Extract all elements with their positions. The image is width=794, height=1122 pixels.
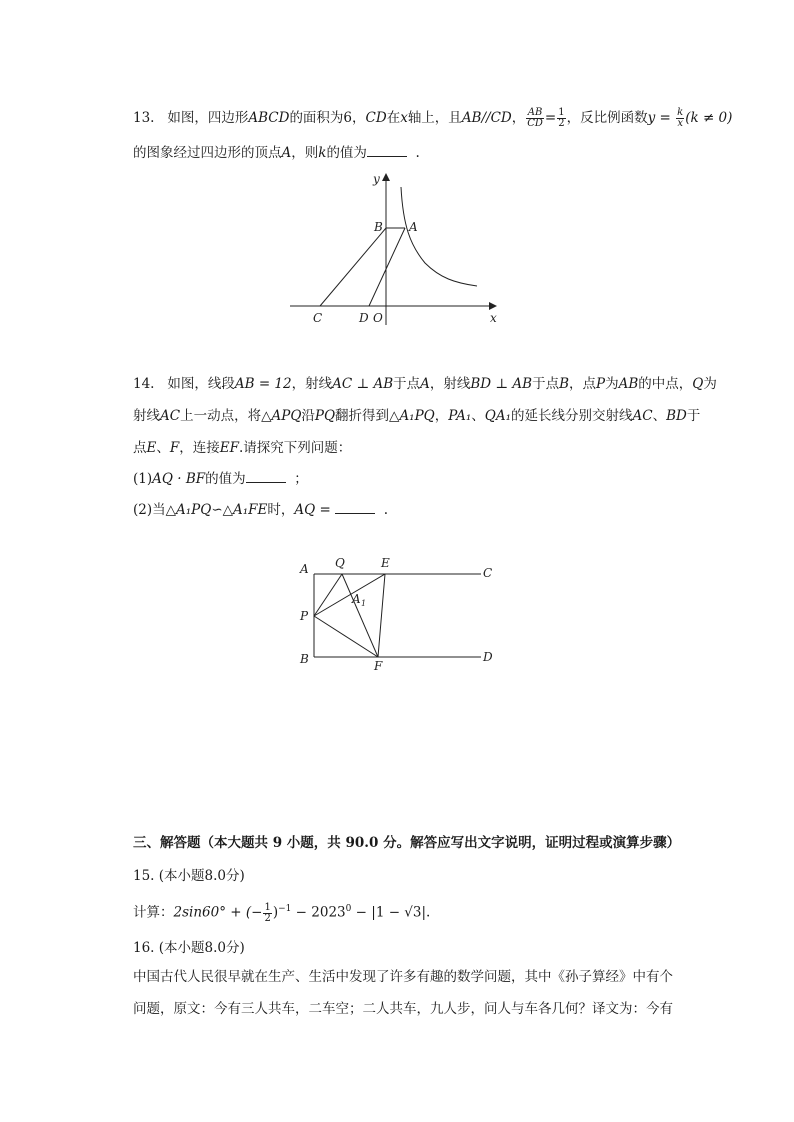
answer-blank [335,501,375,514]
answer-blank [367,144,407,157]
answer-blank [246,470,286,483]
q16-header: 16. (本小题8.0分) [133,940,245,956]
q14-number: 14. [133,376,155,392]
label-b: B [300,652,309,666]
label-y: y [373,172,380,186]
q15-expression: 计算：2sin60° + (− $\frac{1}{2}$ )$^{-1} - 2023^0 - |1 - √3|$. [133,901,431,924]
label-o: O [373,311,383,325]
q13-line1: 13. 如图，四边形ABCD的面积为6，CD在x轴上，且AB//CD， $\frac{AB}{CD}$ = $\frac{1}{2}$ ，反比例函数y = $\frac{k}{x}$ (k ≠ 0) [133,107,733,129]
q14-line4: (1)AQ · BF的值为 ； [133,471,308,487]
label-d: D [359,311,369,325]
label-f: F [374,659,383,673]
label-a: A [300,562,309,576]
fraction-ab-cd: $\frac{AB}{CD}$ [527,107,543,129]
label-a1: A [352,592,361,606]
q14-line2: 射线AC上一动点，将△APQ沿PQ翻折得到△A₁PQ，PA₁、QA₁的延长线分别交射线AC、BD于 [133,408,701,424]
fraction-one-half: $\frac{1}{2}$ [558,107,565,129]
segment-pf [314,616,378,657]
segment-cb [320,228,386,306]
q16-line2: 问题，原文：今有三人共车，二车空；二人共车，九人步，问人与车各几何？译文为：今有 [133,1001,673,1017]
segment-ef [378,574,385,657]
label-a1-subscript: 1 [361,599,367,608]
fraction-k-x: $\frac{k}{x}$ [677,107,684,129]
q14-line5: (2)当△A₁PQ∽△A₁FE时，AQ = . [133,502,389,518]
q15-header: 15. (本小题8.0分) [133,868,245,884]
label-p: P [300,609,309,623]
hyperbola-curve [401,187,477,286]
label-b: B [374,220,383,234]
q14-figure [295,553,505,673]
q13-number: 13. [133,110,155,126]
segment-pe [314,574,385,616]
segment-pq [314,574,342,616]
label-d: D [483,650,493,664]
q14-line3: 点E、F，连接EF.请探究下列问题： [133,440,352,456]
fraction-one-half: $\frac{1}{2}$ [264,901,271,924]
segment-ad [369,228,405,306]
q13-line2: 的图象经过四边形的顶点A，则k的值为 . [133,145,420,161]
q14-line1: 14. 如图，线段AB = 12，射线AC ⊥ AB于点A，射线BD ⊥ AB于点B，点P为AB的中点，Q为 [133,376,717,392]
segment-qf [342,574,378,657]
label-x: x [490,311,497,325]
label-c: C [313,311,323,325]
label-c: C [483,566,493,580]
section-3-heading: 三、解答题（本大题共 9 小题，共 90.0 分。解答应写出文字说明，证明过程或演算步骤） [133,835,681,851]
label-q: Q [335,556,345,570]
q13-figure [285,165,510,325]
label-a: A [409,220,418,234]
label-e: E [381,556,390,570]
q16-line1: 中国古代人民很早就在生产、生活中发现了许多有趣的数学问题，其中《孙子算经》中有个 [133,969,673,985]
